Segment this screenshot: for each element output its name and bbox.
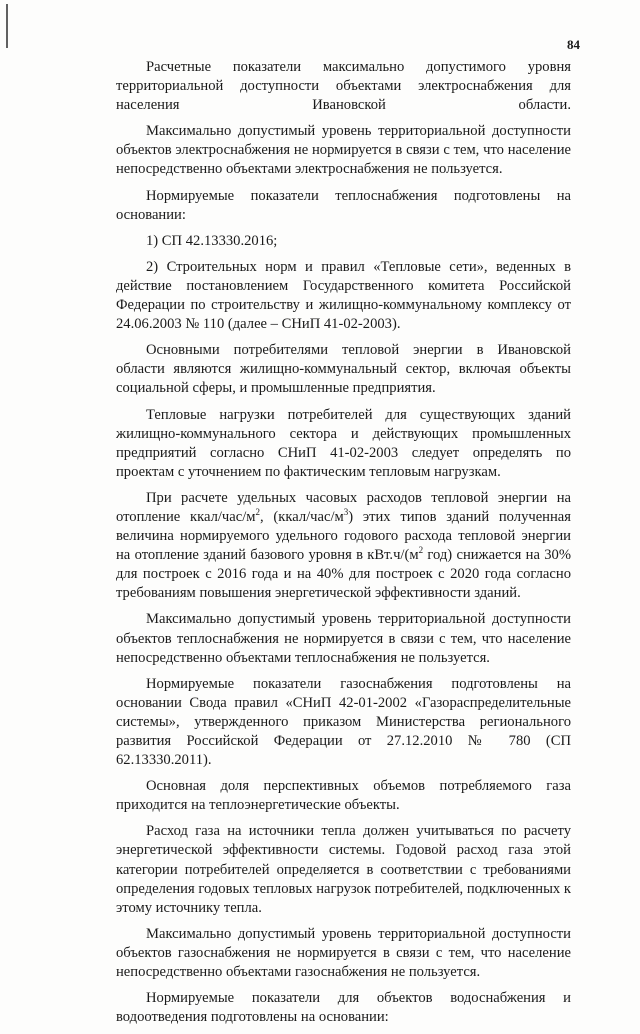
superscript-m2: 2 bbox=[255, 507, 260, 518]
paragraph-heat-loads: Тепловые нагрузки потребителей для существующих зданий жилищно-коммунального сектора и действующих промышленных предприятий согласно СНиП 41-02-2003 следует определять по проектам с уточнением по фактическим тепловым нагрузкам. bbox=[116, 406, 571, 480]
document-body bbox=[116, 58, 571, 1034]
paragraph-gas-basis: Нормируемые показатели газоснабжения подготовлены на основании Свода правил «СНиП 42-01-2002 «Газораспределительные системы», утвержденного приказом Министерства регионального развития Российской Федерации от 27.12.2010 № 780 (СП 62.13330.2011). bbox=[116, 675, 571, 769]
paragraph-gas-consumption: Расход газа на источники тепла должен учитываться по расчету энергетической эффективности системы. Годовой расход газа этой категории потребителей определяется в соответствии с требованиями определения годовых тепловых нагрузок потребителей, подключенных к этому источнику тепла. bbox=[116, 823, 571, 916]
paragraph-gas-share: Основная доля перспективных объемов потребляемого газа приходится на теплоэнергетические объекты. bbox=[116, 778, 571, 814]
list-item-sp-42: 1) СП 42.13330.2016; bbox=[146, 232, 278, 249]
heat-rates-text-part-3: ) этих типов зданий полученная величина нормируемого удельного годового расхода тепловой энергии на отопление зданий базового уровня в кВт.ч/(м bbox=[116, 508, 571, 564]
paragraph-heat-consumers: Основными потребителями тепловой энергии в Ивановской области являются жилищно-коммунальный сектор, включая объекты социальной сферы, и промышленные предприятия. bbox=[116, 342, 571, 397]
page-number: 84 bbox=[567, 37, 580, 52]
paragraph-heat-not-normalized: Максимально допустимый уровень территориальной доступности объектов теплоснабжения не нормируется в связи с тем, что население непосредственно объектами теплоснабжения не пользуется. bbox=[116, 611, 571, 666]
paragraph-electricity-not-normalized: Максимально допустимый уровень территориальной доступности объектов электроснабжения не нормируется в связи с тем, что население непосредственно объектами электроснабжения не пользуется. bbox=[116, 123, 571, 178]
heat-rates-text-part-4: год) снижается на 30% для построек с 2016 года и на 40% для построек с 2020 года согласно требованиям повышения энергетической эффективности зданий. bbox=[116, 547, 572, 602]
paragraph-electricity-indicators: Расчетные показатели максимально допустимого уровня территориальной доступности объектами электроснабжения для населения Ивановской области. bbox=[116, 59, 571, 114]
paragraph-heat-consumption-rates bbox=[116, 489, 571, 604]
superscript-m3: 3 bbox=[343, 507, 349, 518]
list-item-snip-heat-networks: 2) Строительных норм и правил «Тепловые сети», веденных в действие постановлением Государственного комитета Российской Федерации по строительству и жилищно-коммунальному комплексу от 24.06.2003 № 110 (далее – СНиП 41-02-2003). bbox=[116, 258, 571, 333]
heat-rates-text-part-2: , (ккал/час/м bbox=[260, 508, 344, 525]
paragraph-heat-basis: Нормируемые показатели теплоснабжения подготовлены на основании: bbox=[116, 187, 571, 223]
paragraph-water-basis: Нормируемые показатели для объектов водоснабжения и водоотведения подготовлены на основании: bbox=[116, 990, 571, 1026]
scan-edge-mark bbox=[6, 4, 8, 48]
superscript-m2-year: 2 bbox=[418, 545, 424, 556]
heat-rates-text-part-1: При расчете удельных часовых расходов тепловой энергии на отопление ккал/час/м bbox=[116, 489, 571, 525]
paragraph-gas-not-normalized: Максимально допустимый уровень территориальной доступности объектов газоснабжения не нормируется в связи с тем, что население непосредственно объектами газоснабжения не пользуется. bbox=[116, 925, 571, 981]
